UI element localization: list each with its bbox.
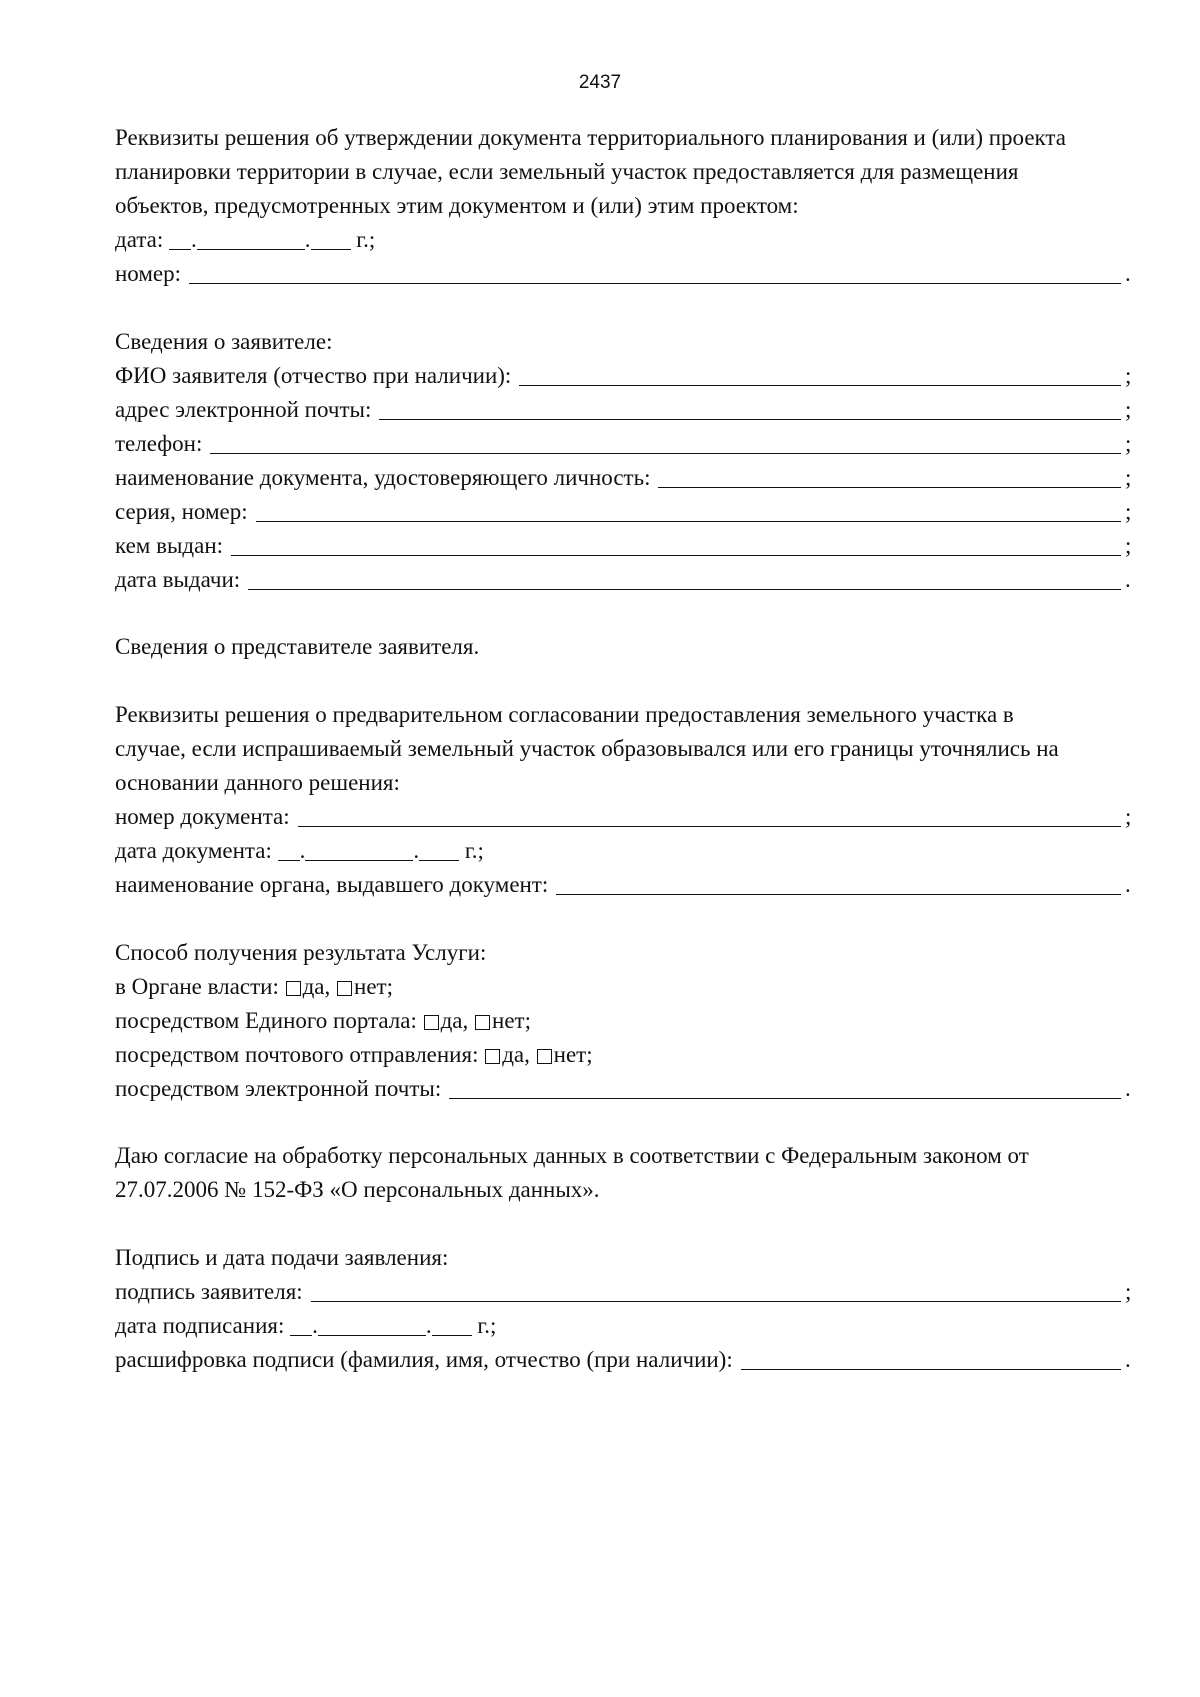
portal-label: посредством Единого портала: [115,1008,417,1033]
month-field[interactable] [318,1313,426,1336]
issuer-row: наименование органа, выдавшего документ: . [115,870,1135,900]
mail-label: посредством почтового отправления: [115,1042,479,1067]
day-field[interactable] [290,1313,312,1336]
issued-by-field[interactable] [231,533,1121,556]
delivery-email-row: посредством электронной почты: . [115,1074,1135,1104]
signature-heading: Подпись и дата подачи заявления: [115,1245,449,1270]
day-field[interactable] [278,838,300,861]
fio-row: ФИО заявителя (отчество при наличии): ; [115,361,1135,391]
doc-number-label: номер документа: [115,804,290,829]
issuer-field[interactable] [556,872,1121,895]
year-field[interactable] [419,838,459,861]
no-checkbox[interactable] [475,1015,490,1030]
id-doc-label: наименование документа, удостоверяющего личность: [115,465,651,490]
paragraph-line: случае, если испрашиваемый земельный участок образовывался или его границы уточнялись на [115,736,1059,761]
issue-date-field[interactable] [248,567,1121,590]
doc-number-row: номер документа: ; [115,802,1135,832]
fio-label: ФИО заявителя (отчество при наличии): [115,363,512,388]
year-field[interactable] [432,1313,472,1336]
date-label: дата: [115,227,164,252]
authority-row: в Органе власти: да, нет; [115,974,393,999]
sign-field[interactable] [311,1279,1121,1302]
paragraph-line: объектов, предусмотренных этим документом и (или) этим проектом: [115,193,799,218]
no-checkbox[interactable] [537,1049,552,1064]
authority-label: в Органе власти: [115,974,279,999]
yes-checkbox[interactable] [424,1015,439,1030]
consent-line: 27.07.2006 № 152-ФЗ «О персональных данных». [115,1177,600,1202]
number-row: номер: . [115,259,1135,289]
sign-row: подпись заявителя: ; [115,1277,1135,1307]
email-label: адрес электронной почты: [115,397,372,422]
sign-date-label: дата подписания: [115,1313,285,1338]
decode-row: расшифровка подписи (фамилия, имя, отчество (при наличии): . [115,1345,1135,1375]
representative-heading: Сведения о представителе заявителя. [115,634,480,659]
phone-field[interactable] [210,431,1121,454]
id-doc-field[interactable] [658,465,1121,488]
email-row: адрес электронной почты: ; [115,395,1135,425]
day-field[interactable] [169,227,191,250]
month-field[interactable] [305,838,413,861]
issue-date-label: дата выдачи: [115,567,241,592]
year-field[interactable] [311,227,351,250]
email-field[interactable] [379,397,1121,420]
sign-date-row: дата подписания: . . г.; [115,1313,497,1338]
series-field[interactable] [256,499,1121,522]
issued-by-label: кем выдан: [115,533,224,558]
paragraph-line: Реквизиты решения о предварительном согласовании предоставления земельного участка в [115,702,1014,727]
mail-row: посредством почтового отправления: да, нет; [115,1042,593,1067]
decode-label: расшифровка подписи (фамилия, имя, отчество (при наличии): [115,1347,733,1372]
id-doc-row: наименование документа, удостоверяющего личность: ; [115,463,1135,493]
number-label: номер: [115,261,182,286]
doc-number-field[interactable] [298,804,1121,827]
page-number: 2437 [578,72,622,93]
phone-row: телефон: ; [115,429,1135,459]
paragraph-line: Реквизиты решения об утверждении документа территориального планирования и (или) проекта [115,125,1066,150]
doc-date-label: дата документа: [115,838,272,863]
delivery-heading: Способ получения результата Услуги: [115,940,487,965]
fio-field[interactable] [519,363,1121,386]
series-label: серия, номер: [115,499,248,524]
paragraph-line: основании данного решения: [115,770,400,795]
year-suffix: г.; [464,838,484,863]
issuer-label: наименование органа, выдавшего документ: [115,872,549,897]
no-checkbox[interactable] [337,981,352,996]
applicant-heading: Сведения о заявителе: [115,329,333,354]
phone-label: телефон: [115,431,203,456]
year-suffix: г.; [477,1313,497,1338]
delivery-email-label: посредством электронной почты: [115,1076,442,1101]
portal-row: посредством Единого портала: да, нет; [115,1008,531,1033]
paragraph-line: планировки территории в случае, если земельный участок предоставляется для размещения [115,159,1019,184]
delivery-email-field[interactable] [449,1076,1121,1099]
series-row: серия, номер: ; [115,497,1135,527]
consent-line: Даю согласие на обработку персональных данных в соответствии с Федеральным законом от [115,1143,1029,1168]
decode-field[interactable] [741,1347,1121,1370]
yes-checkbox[interactable] [286,981,301,996]
yes-checkbox[interactable] [485,1049,500,1064]
doc-date-row: дата документа: . . г.; [115,838,484,863]
year-suffix: г.; [356,227,376,252]
date-row: дата: . . г.; [115,227,376,252]
number-field[interactable] [189,261,1121,284]
month-field[interactable] [197,227,305,250]
sign-label: подпись заявителя: [115,1279,303,1304]
issue-date-row: дата выдачи: . [115,565,1135,595]
issued-by-row: кем выдан: ; [115,531,1135,561]
